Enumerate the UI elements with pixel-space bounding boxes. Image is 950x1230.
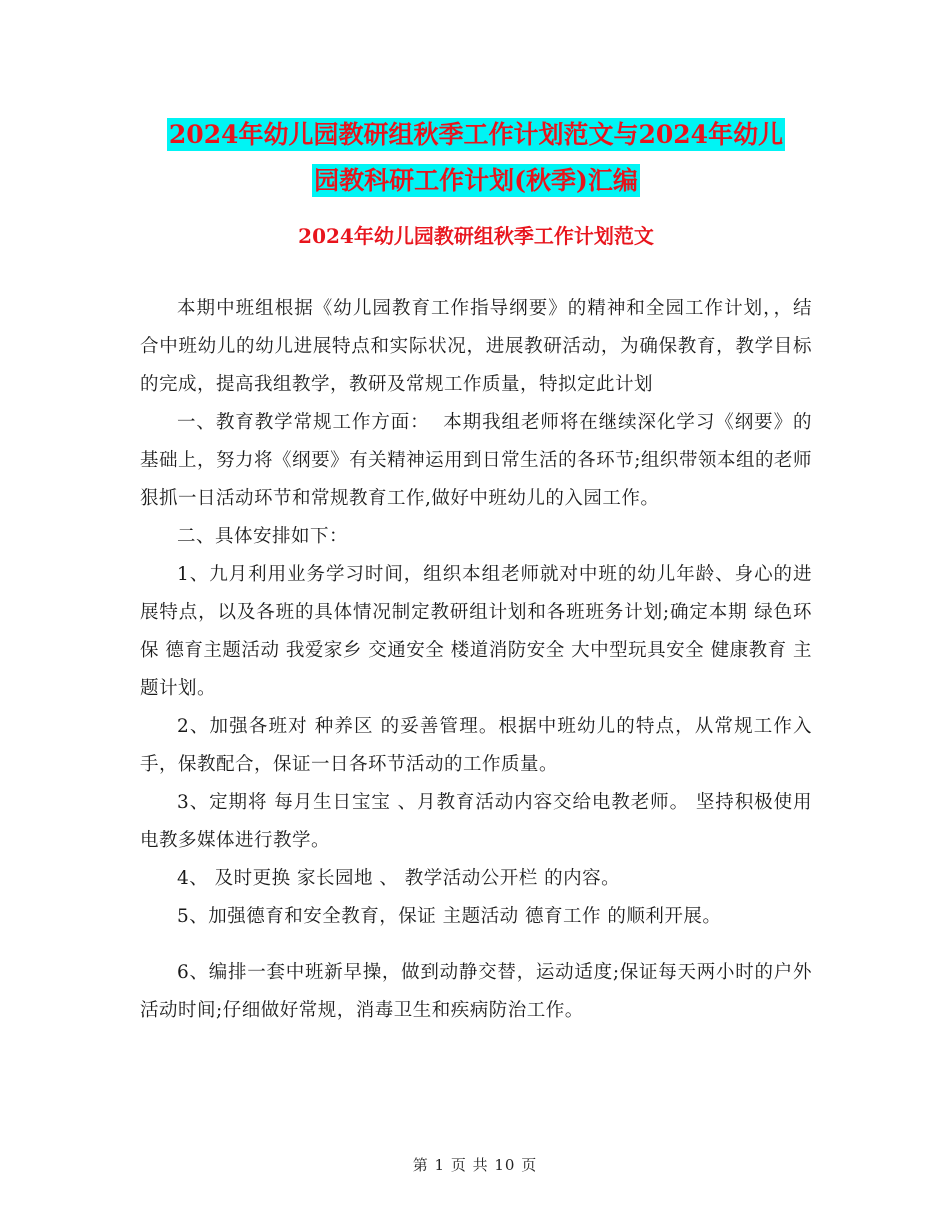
paragraph-item-1: 1、九月利用业务学习时间，组织本组老师就对中班的幼儿年龄、身心的进展特点，以及各班的具体情况制定教研组计划和各班班务计划;确定本期 绿色环保 德育主题活动 我爱家乡 交通安全 楼道消防安全 大中型玩具安全 健康教育 主题计划。	[140, 564, 812, 699]
document-body	[140, 290, 812, 1030]
paragraph-item-2: 2、加强各班对 种养区 的妥善管理。根据中班幼儿的特点，从常规工作入手，保教配合，保证一日各环节活动的工作质量。	[140, 716, 812, 775]
section-title: 2024年幼儿园教研组秋季工作计划范文	[298, 224, 654, 248]
document-title	[140, 112, 812, 204]
paragraph-item-3: 3、定期将 每月生日宝宝 、月教育活动内容交给电教老师。 坚持积极使用电教多媒体进行教学。	[140, 792, 812, 851]
paragraph-item-6: 6、编排一套中班新早操，做到动静交替，运动适度;保证每天两小时的户外活动时间;仔细做好常规，消毒卫生和疾病防治工作。	[140, 962, 812, 1021]
paragraph-item-5: 5、加强德育和安全教育，保证 主题活动 德育工作 的顺利开展。	[177, 906, 722, 927]
paragraph-section-2: 二、具体安排如下：	[177, 526, 349, 547]
page-number: 第 1 页 共 10 页	[412, 1156, 538, 1174]
paragraph-item-4: 4、 及时更换 家长园地 、 教学活动公开栏 的内容。	[177, 868, 621, 889]
title-highlight	[167, 118, 785, 197]
title-line-2: 园教科研工作计划(秋季)汇编	[314, 166, 638, 195]
title-line-1: 2024年幼儿园教研组秋季工作计划范文与2024年幼儿	[168, 120, 784, 149]
paragraph-intro: 本期中班组根据《幼儿园教育工作指导纲要》的精神和全园工作计划，，结合中班幼儿的幼儿进展特点和实际状况，进展教研活动，为确保教育，教学目标的完成，提高我组教学，教研及常规工作质量，特拟定此计划	[140, 298, 812, 395]
paragraph-section-1: 一、教育教学常规工作方面： 本期我组老师将在继续深化学习《纲要》的基础上，努力将《纲要》有关精神运用到日常生活的各环节;组织带领本组的老师狠抓一日活动环节和常规教育工作,做好中班幼儿的入园工作。	[140, 412, 812, 509]
